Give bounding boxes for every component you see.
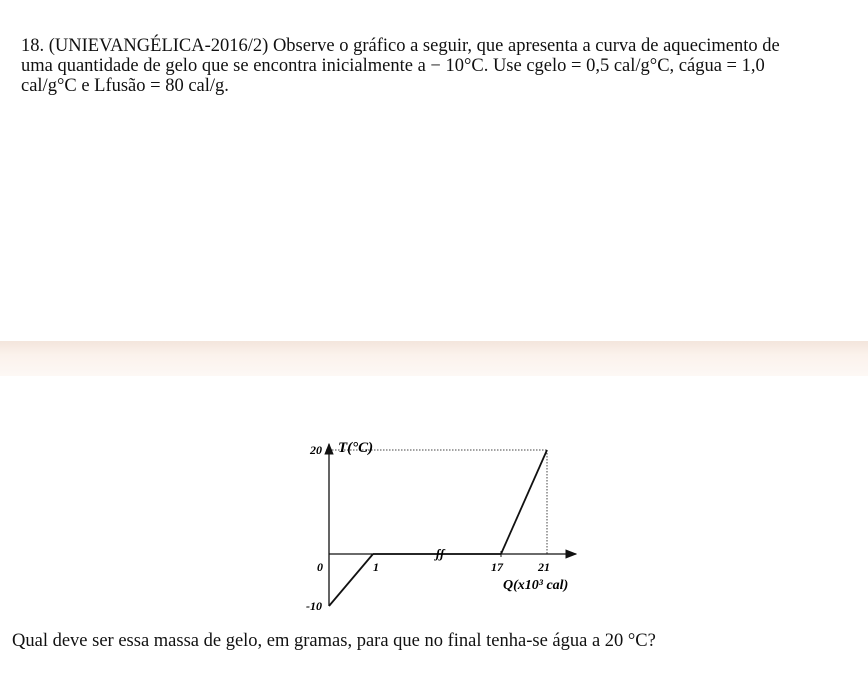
x-axis-label: Q(x10³ cal) — [503, 578, 569, 593]
page-separator-band — [0, 341, 868, 376]
axis-break-symbol: ʃʃ — [435, 546, 445, 561]
question-line-1: 18. (UNIEVANGÉLICA-2016/2) Observe o gráfico a seguir, que apresenta a curva de aquecimento de — [21, 36, 780, 56]
question-text — [21, 36, 863, 96]
curve-segment-water-heating — [501, 450, 547, 554]
curve-segment-ice-heating — [329, 554, 373, 606]
x-tick-label-21: 21 — [538, 560, 550, 574]
final-question: Qual deve ser essa massa de gelo, em gramas, para que no final tenha-se água a 20 °C? — [12, 631, 656, 651]
x-tick-label-17: 17 — [491, 560, 503, 574]
y-tick-label-minus10: -10 — [306, 599, 322, 613]
y-axis-label: T(°C) — [338, 440, 374, 456]
y-tick-label-20: 20 — [310, 443, 322, 457]
heating-curve-chart — [298, 434, 588, 614]
x-tick-label-0: 0 — [317, 560, 323, 574]
x-tick-label-1: 1 — [373, 560, 379, 574]
question-line-2: uma quantidade de gelo que se encontra inicialmente a − 10°C. Use cgelo = 0,5 cal/g°C, cágua = 1,0 — [21, 56, 765, 76]
question-line-3: cal/g°C e Lfusão = 80 cal/g. — [21, 76, 229, 96]
